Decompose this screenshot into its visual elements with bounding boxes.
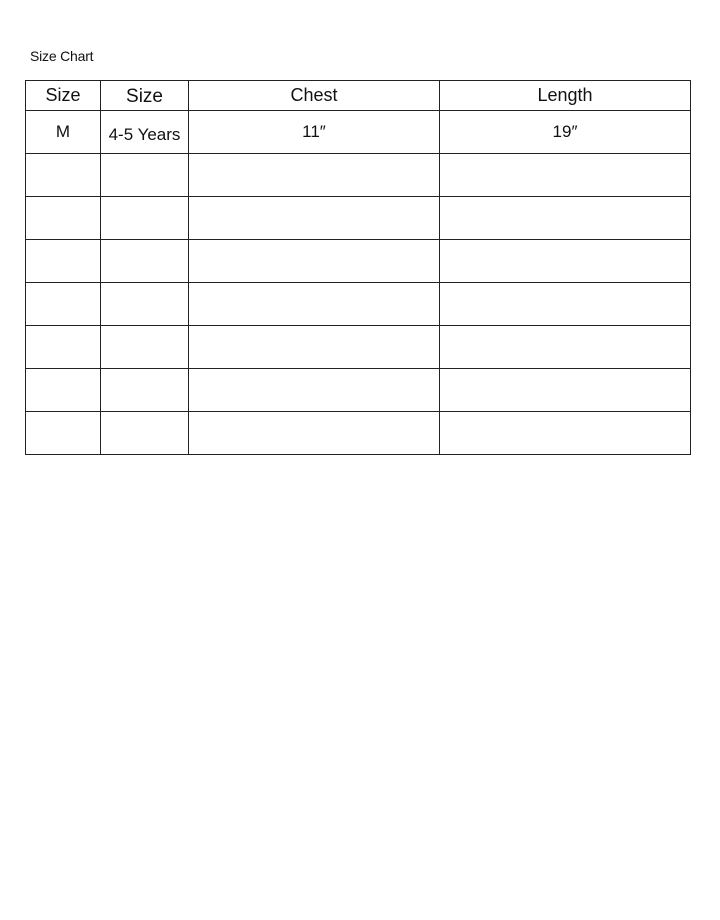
page-title: Size Chart: [30, 48, 94, 64]
table-cell: [189, 283, 440, 326]
table-row: [26, 369, 691, 412]
table-cell: [26, 197, 101, 240]
column-header-size-age: Size: [101, 81, 189, 111]
column-header-size: Size: [26, 81, 101, 111]
column-header-length: Length: [440, 81, 691, 111]
table-row: [26, 240, 691, 283]
table-cell: 19″: [440, 111, 691, 154]
table-row: [26, 154, 691, 197]
table-cell: 11″: [189, 111, 440, 154]
table-cell: [189, 412, 440, 455]
table-cell: [189, 240, 440, 283]
table-header-row: [26, 81, 691, 111]
table-cell: [26, 369, 101, 412]
table-cell: [26, 326, 101, 369]
size-chart-table: [25, 80, 691, 455]
table-cell: [26, 240, 101, 283]
table-row: [26, 326, 691, 369]
table-cell: [26, 154, 101, 197]
table-cell: [101, 412, 189, 455]
table-cell: [101, 154, 189, 197]
table-cell: 4-5 Years: [101, 111, 189, 154]
table-cell: [440, 240, 691, 283]
table-cell: [101, 197, 189, 240]
column-header-chest: Chest: [189, 81, 440, 111]
table-cell: [101, 240, 189, 283]
table-cell: [101, 326, 189, 369]
table-cell: [189, 326, 440, 369]
table-cell: [440, 197, 691, 240]
table-cell: [26, 412, 101, 455]
table-row: [26, 412, 691, 455]
table-cell: [440, 412, 691, 455]
table-row: [26, 197, 691, 240]
table-cell: [189, 197, 440, 240]
table-row: [26, 283, 691, 326]
table-cell: [440, 283, 691, 326]
table-cell: [440, 369, 691, 412]
table-cell: [189, 154, 440, 197]
table-cell: [101, 283, 189, 326]
table-cell: [26, 283, 101, 326]
table-cell: [189, 369, 440, 412]
table-cell: [101, 369, 189, 412]
table-cell: [440, 154, 691, 197]
table-row: [26, 111, 691, 154]
table-cell: [440, 326, 691, 369]
table-cell: M: [26, 111, 101, 154]
